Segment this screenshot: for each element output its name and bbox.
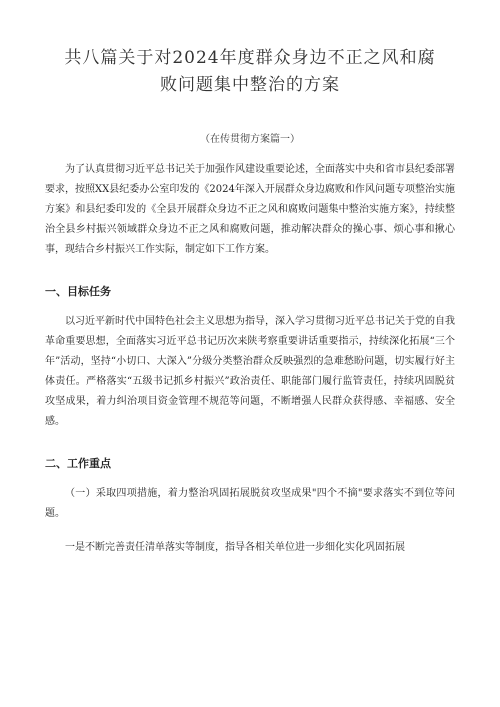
focus-paragraph-first-point: 一是不断完善责任清单落实等制度，指导各相关单位进一步细化实化巩固拓展 xyxy=(65,542,405,553)
section-heading-goals: 一、目标任务 xyxy=(45,285,111,298)
document-title: 共八篇关于对2024年度群众身边不正之风和腐败问题集中整治的方案 xyxy=(64,48,436,95)
focus-paragraph-measures: （一）采取四项措施，着力整治巩固拓展脱贫攻坚成果"四个不摘"要求落实不到位等问题。 xyxy=(45,488,455,519)
document-subtitle: （在传贯彻方案篇一） xyxy=(200,134,300,145)
goals-paragraph: 以习近平新时代中国特色社会主义思想为指导，深入学习贯彻习近平总书记关于党的自我革命重要思想，全面落实习近平总书记历次来陕考察重要讲话重要指示，持续深化拓展“三个年”活动，坚持“小切口、大深入”分级分类整治群众反映强烈的急难愁盼问题，切实履行好主体责任。严格落实“五级书记抓乡村振兴”政治责任、职能部门履行监管责任，持续巩固脱贫攻坚成果，着力纠治项目资金管理不规范等问题，不断增强人民群众获得感、幸福感、安全感。 xyxy=(45,316,455,427)
section-heading-focus: 二、工作重点 xyxy=(45,457,111,470)
intro-paragraph: 为了认真贯彻习近平总书记关于加强作风建设重要论述，全面落实中央和省市县纪委部署要求，按照XX县纪委办公室印发的《2024年深入开展群众身边腐败和作风问题专项整治实施方案》和县纪委印发的《全县开展群众身边不正之风和腐败问题集中整治实施方案》，持续整治全县乡村振兴领域群众身边不正之风和腐败问题，推动解决群众的操心事、烦心事和揪心事，现结合乡村振兴工作实际，制定如下工作方案。 xyxy=(45,164,455,255)
